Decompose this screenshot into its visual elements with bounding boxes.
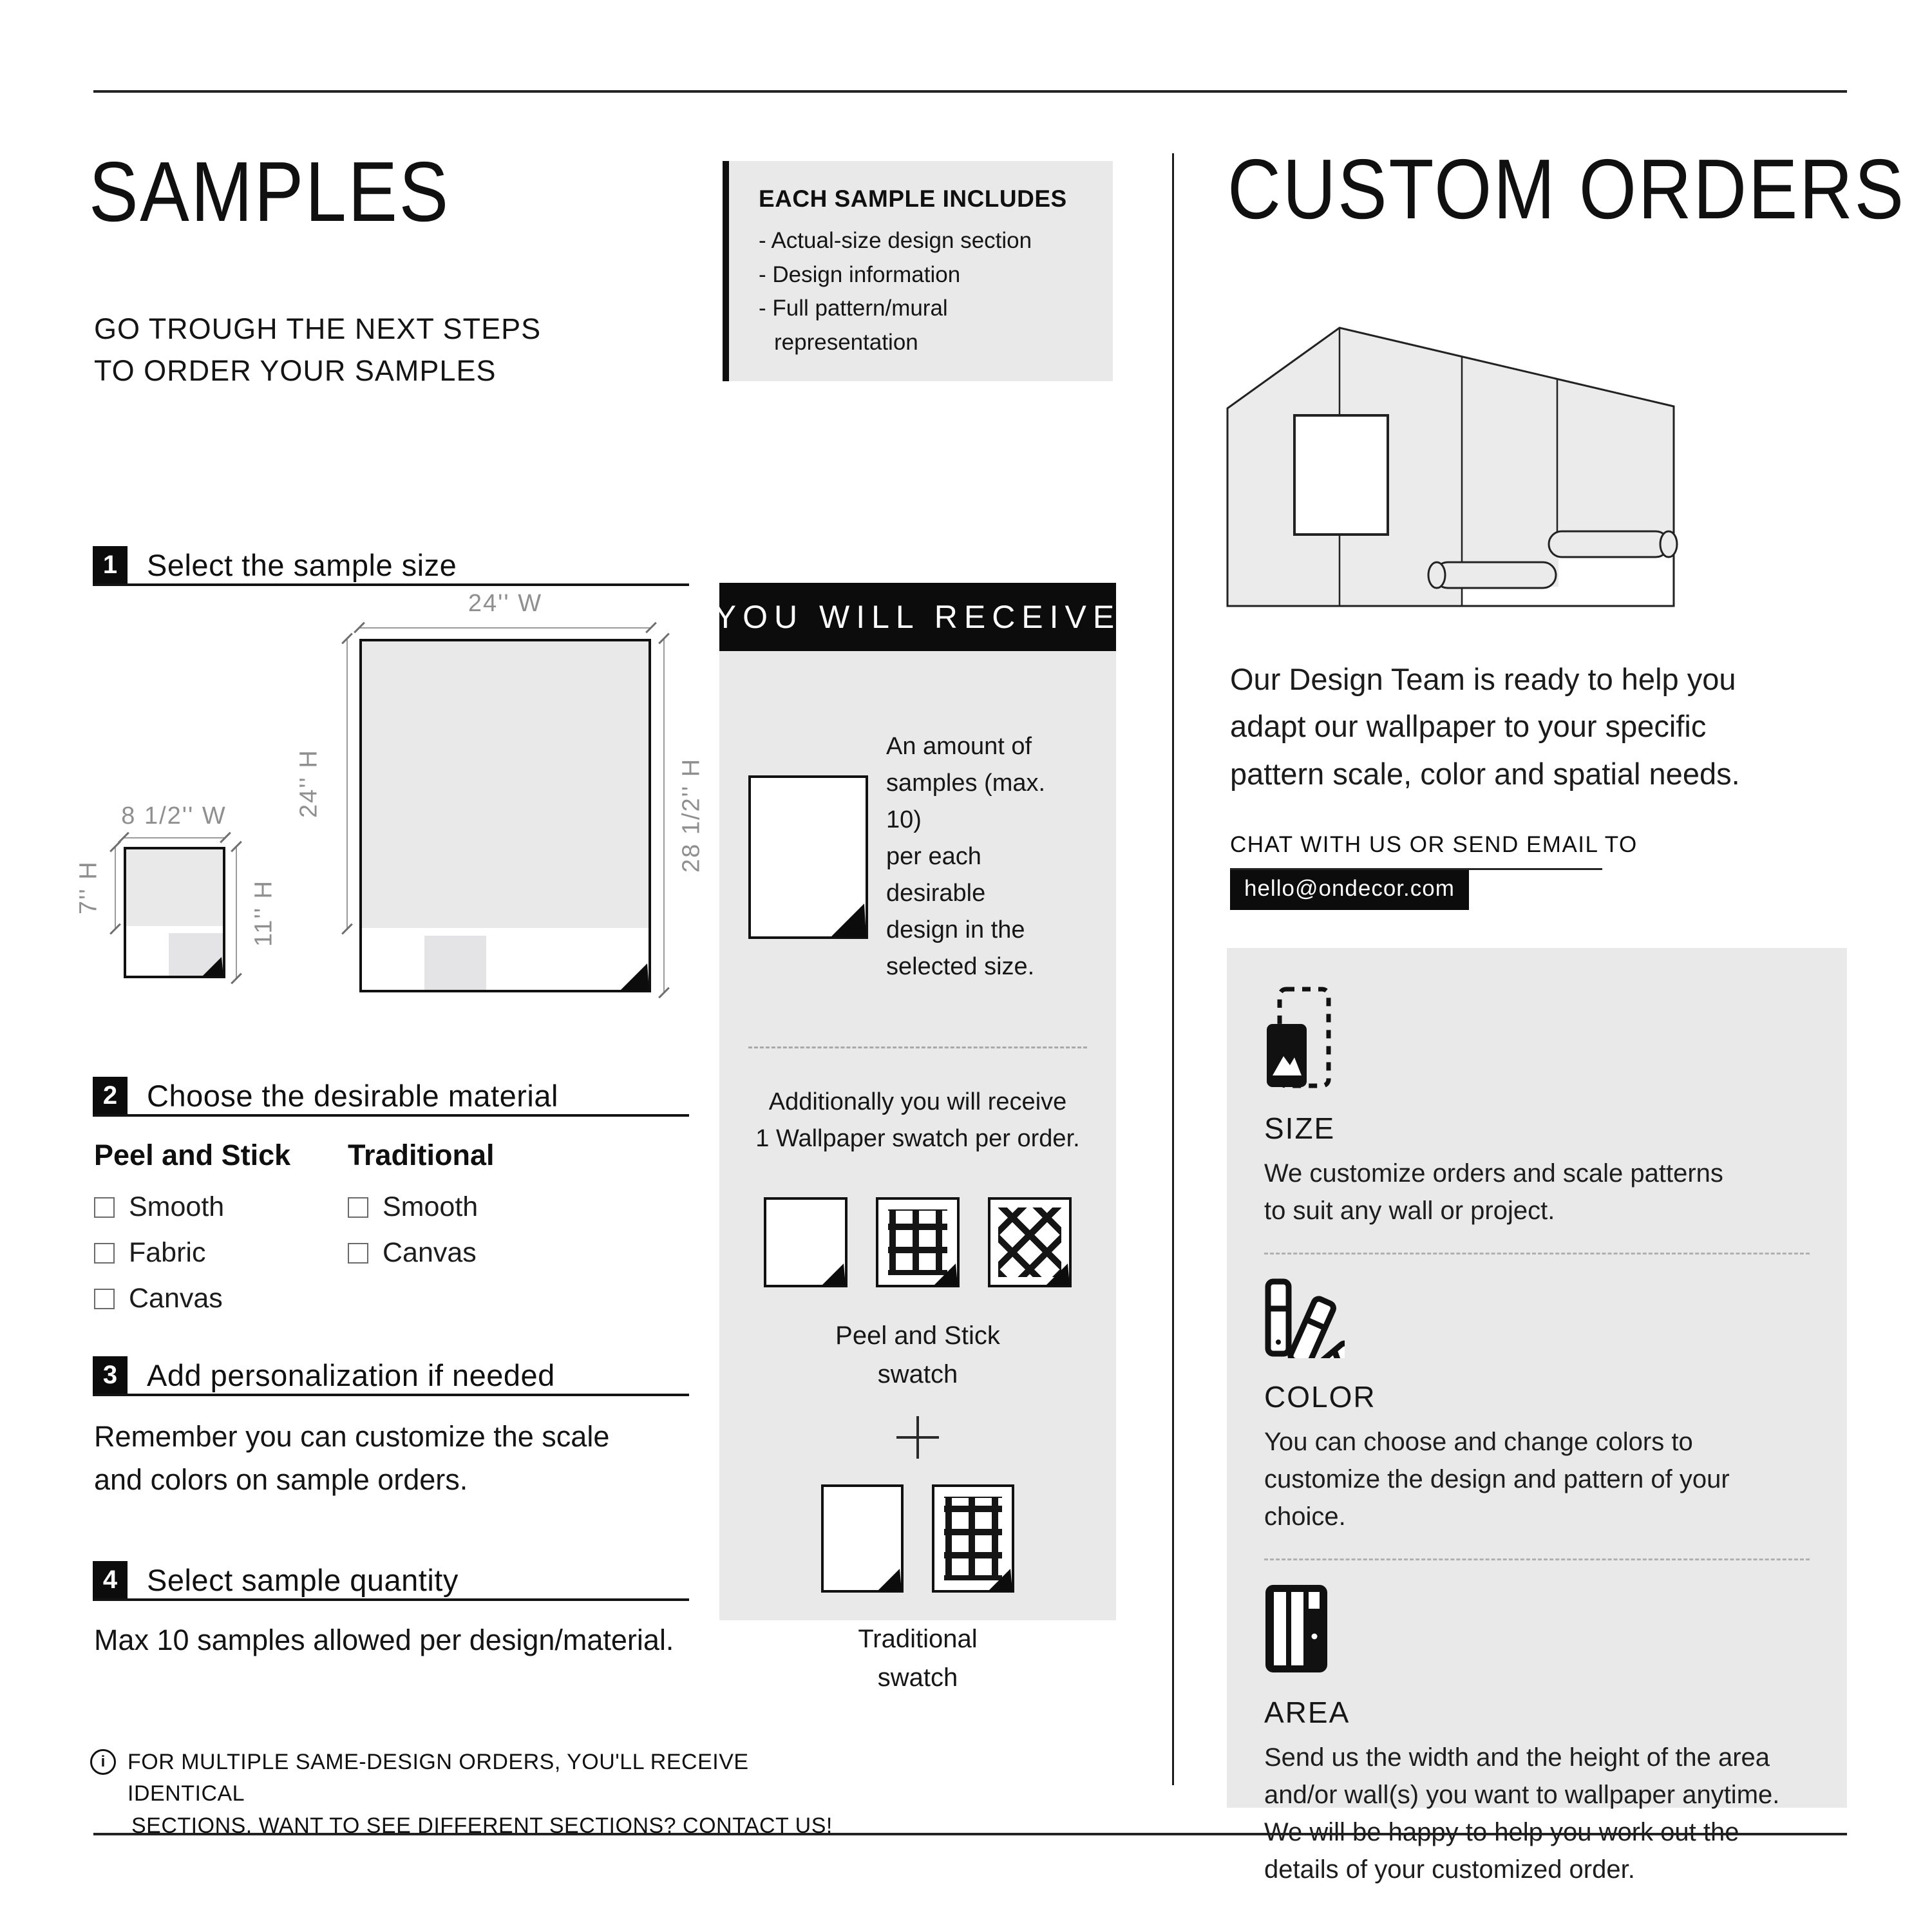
material-option-smooth[interactable] <box>94 1191 290 1223</box>
small-sample-left-height-label: 7'' H <box>75 860 102 915</box>
design-team-intro-line: adapt our wallpaper to your specific <box>1230 709 1707 744</box>
traditional-swatch-row <box>748 1484 1087 1593</box>
features-dashed-divider <box>1264 1253 1810 1255</box>
small-sample-width-dimension-line <box>124 837 225 838</box>
house-wallpaper-illustration <box>1224 319 1687 621</box>
feature-color-title: COLOR <box>1264 1380 1376 1414</box>
checkbox-icon[interactable] <box>94 1197 115 1218</box>
step-2-header <box>93 1077 689 1117</box>
email-link[interactable]: hello@ondecor.com <box>1230 870 1469 910</box>
receive-samples-line: An amount of <box>886 733 1032 760</box>
material-option-label: Fabric <box>129 1237 206 1268</box>
custom-orders-title: CUSTOM ORDERS <box>1227 142 1906 236</box>
traditional-caption-line: swatch <box>877 1663 958 1692</box>
material-option-canvas[interactable] <box>94 1283 290 1314</box>
large-sample-left-height-label: 24'' H <box>295 749 323 819</box>
traditional-caption-line: Traditional <box>858 1625 978 1653</box>
step-3-body-line: and colors on sample orders. <box>94 1463 468 1496</box>
receive-samples-text <box>886 728 1087 985</box>
footnote-text <box>128 1747 863 1842</box>
checkbox-icon[interactable] <box>348 1243 368 1264</box>
you-will-receive-banner: YOU WILL RECEIVE <box>719 583 1116 651</box>
checkbox-icon[interactable] <box>94 1289 115 1309</box>
crosshatch-swatch-icon <box>988 1197 1072 1287</box>
receive-additional-line: 1 Wallpaper swatch per order. <box>755 1125 1080 1152</box>
large-sample-width-dimension-line <box>359 627 651 629</box>
step-2-number-badge: 2 <box>93 1077 128 1114</box>
feature-size-line: We customize orders and scale patterns <box>1264 1159 1723 1188</box>
small-sample-diagram <box>124 847 225 978</box>
peel-caption-line: Peel and Stick <box>835 1321 1000 1350</box>
material-option-canvas-traditional[interactable] <box>348 1237 495 1269</box>
area-wall-door-icon <box>1264 1584 1329 1674</box>
step-1-title: Select the sample size <box>147 547 457 582</box>
peel-swatch-row <box>748 1197 1087 1287</box>
small-sample-right-height-label: 11'' H <box>250 880 278 947</box>
material-option-smooth-traditional[interactable] <box>348 1191 495 1223</box>
material-option-label: Smooth <box>383 1191 478 1222</box>
step-4-body: Max 10 samples allowed per design/material. <box>94 1624 674 1656</box>
feature-size-line: to suit any wall or project. <box>1264 1197 1555 1225</box>
includes-title: EACH SAMPLE INCLUDES <box>759 185 1067 212</box>
receive-samples-line: design in the <box>886 916 1025 943</box>
large-sample-fold-corner-icon <box>620 961 649 990</box>
feature-area-body <box>1264 1739 1810 1888</box>
feature-color-line: choice. <box>1264 1502 1346 1531</box>
receive-additional-text <box>748 1084 1087 1157</box>
receive-dashed-divider <box>748 1046 1087 1048</box>
grid-swatch-icon <box>876 1197 960 1287</box>
large-sample-diagram <box>359 639 651 992</box>
size-crop-image-icon <box>1264 987 1331 1090</box>
samples-title: SAMPLES <box>89 144 450 239</box>
each-sample-includes-box <box>723 161 1113 381</box>
color-swatch-fan-icon <box>1264 1278 1345 1358</box>
feature-color-body <box>1264 1423 1810 1535</box>
large-sample-right-height-label: 28 1/2'' H <box>677 757 705 873</box>
checkbox-icon[interactable] <box>94 1243 115 1264</box>
email-badge-wrap <box>1230 870 1469 910</box>
feature-area-line: Send us the width and the height of the area <box>1264 1743 1770 1772</box>
step-3-title: Add personalization if needed <box>147 1358 555 1392</box>
small-sample-left-dimension-line <box>115 847 116 929</box>
large-sample-left-dimension-line <box>346 639 348 929</box>
plus-icon <box>896 1416 939 1459</box>
small-sample-fold-corner-icon <box>202 955 223 976</box>
step-3-header <box>93 1356 689 1396</box>
traditional-heading: Traditional <box>348 1139 495 1171</box>
feature-area-line: details of your customized order. <box>1264 1855 1635 1884</box>
traditional-swatch-caption <box>748 1620 1087 1697</box>
receive-samples-row <box>748 651 1087 985</box>
samples-intro <box>94 308 541 392</box>
blank-swatch-icon <box>764 1197 848 1287</box>
step-1-number-badge: 1 <box>93 546 128 583</box>
sample-page-icon <box>748 775 868 939</box>
step-3-body <box>94 1416 712 1501</box>
large-sample-thumbnail <box>424 936 486 990</box>
peel-and-stick-heading: Peel and Stick <box>94 1139 291 1171</box>
material-column-traditional <box>348 1139 495 1283</box>
feature-area-title: AREA <box>1264 1696 1350 1729</box>
samples-intro-line: GO TROUGH THE NEXT STEPS <box>94 312 542 345</box>
large-sample-right-dimension-line <box>663 639 665 992</box>
material-option-fabric[interactable] <box>94 1237 290 1269</box>
receive-samples-line: samples (max. 10) <box>886 770 1046 833</box>
features-dashed-divider <box>1264 1558 1810 1560</box>
page-fold-corner-icon <box>831 902 866 937</box>
material-option-label: Canvas <box>383 1237 477 1268</box>
info-icon: i <box>90 1749 116 1775</box>
material-option-label: Canvas <box>129 1283 223 1314</box>
peel-swatch-caption <box>748 1316 1087 1394</box>
chat-with-us-label: CHAT WITH US OR SEND EMAIL TO <box>1230 832 1638 857</box>
step-2-title: Choose the desirable material <box>147 1078 558 1113</box>
large-sample-width-label: 24'' W <box>468 590 543 617</box>
feature-size-title: SIZE <box>1264 1112 1336 1145</box>
large-sample-white-band <box>362 928 649 990</box>
receive-samples-line: selected size. <box>886 953 1035 980</box>
includes-item-continuation: representation <box>774 329 918 355</box>
small-sample-width-label: 8 1/2'' W <box>121 802 227 829</box>
step-1-header <box>93 546 689 586</box>
peel-caption-line: swatch <box>877 1360 958 1388</box>
design-team-intro-line: Our Design Team is ready to help you <box>1230 662 1736 696</box>
samples-intro-line: TO ORDER YOUR SAMPLES <box>94 354 497 388</box>
footnote-line: SECTIONS. WANT TO SEE DIFFERENT SECTIONS? CONTACT US! <box>131 1813 833 1838</box>
you-will-receive-panel <box>719 651 1116 1692</box>
design-team-intro-line: pattern scale, color and spatial needs. <box>1230 756 1740 791</box>
feature-area-line: and/or wall(s) you want to wallpaper anytime. <box>1264 1781 1780 1809</box>
design-team-intro <box>1230 656 1848 797</box>
step-4-number-badge: 4 <box>93 1561 128 1598</box>
feature-area-line: We will be happy to help you work out the <box>1264 1818 1739 1846</box>
top-divider <box>93 90 1847 93</box>
step-3-body-line: Remember you can customize the scale <box>94 1420 610 1453</box>
small-sample-right-dimension-line <box>236 847 237 978</box>
checkbox-icon[interactable] <box>348 1197 368 1218</box>
custom-features-panel <box>1227 948 1847 1884</box>
receive-samples-line: per each desirable <box>886 843 986 907</box>
blank-traditional-swatch-icon <box>821 1484 904 1593</box>
feature-color-line: You can choose and change colors to <box>1264 1428 1693 1456</box>
includes-item: - Actual-size design section <box>759 228 1032 253</box>
column-divider <box>1172 153 1174 1785</box>
material-option-label: Smooth <box>129 1191 225 1222</box>
feature-size-body <box>1264 1155 1810 1229</box>
feature-color-line: customize the design and pattern of your <box>1264 1465 1730 1493</box>
material-column-peel-and-stick <box>94 1139 290 1329</box>
grid-traditional-swatch-icon <box>932 1484 1014 1593</box>
step-4-title: Select sample quantity <box>147 1562 459 1597</box>
step-4-header <box>93 1561 689 1601</box>
step-3-number-badge: 3 <box>93 1356 128 1394</box>
receive-additional-line: Additionally you will receive <box>768 1088 1067 1115</box>
footnote-line: FOR MULTIPLE SAME-DESIGN ORDERS, YOU'LL RECEIVE IDENTICAL <box>128 1750 749 1806</box>
includes-item: - Full pattern/mural <box>759 296 948 321</box>
footnote <box>90 1747 863 1842</box>
includes-item: - Design information <box>759 261 961 287</box>
